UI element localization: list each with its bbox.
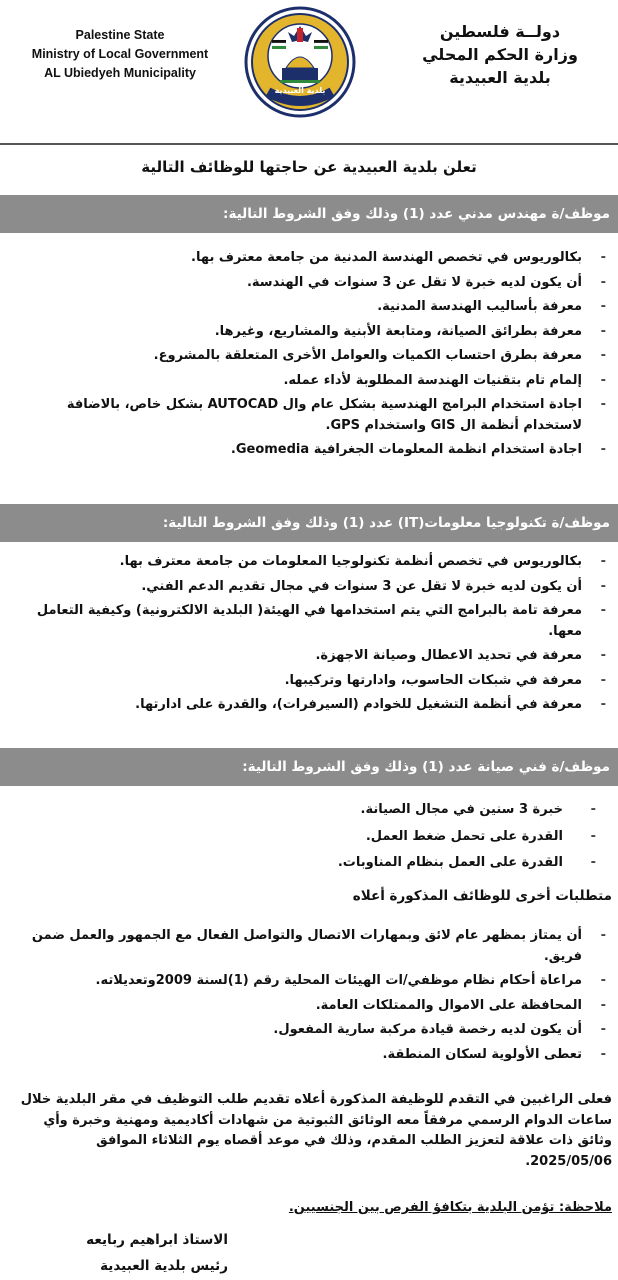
list-item: - القدرة على تحمل ضغط العمل. <box>365 828 596 844</box>
announcement-title: تعلن بلدية العبيدية عن حاجتها للوظائف التالية <box>141 158 477 176</box>
other-requirements-heading: متطلبات أخرى للوظائف المذكورة أعلاه <box>352 888 612 904</box>
list-item: - معرفة بأساليب الهندسة المدنية. <box>377 299 606 314</box>
list-item: - بكالوريوس في تخصص الهندسة المدنية من جامعة معترف بها. <box>191 250 606 265</box>
letterhead <box>0 0 618 140</box>
ar-ministry: وزارة الحكم المحلي <box>422 45 578 64</box>
list-item: - اجادة استخدام البرامج الهندسية بشكل عام وال AUTOCAD بشكل خاص، بالاضافة لاستخدام أنظمة ال GIS واستخدام GPS. <box>66 397 606 433</box>
other-requirements-list <box>0 926 618 1065</box>
list-item: - معرفة بطرائق الصيانة، ومتابعة الأبنية والمشاريع، وغيرها. <box>214 323 606 339</box>
arabic-letterhead <box>400 20 600 89</box>
signatory-title: رئيس بلدية العبيدية <box>100 1258 228 1274</box>
header-divider <box>0 143 618 145</box>
list-item: - تعطى الأولوية لسكان المنطقة. <box>382 1046 606 1062</box>
ar-municipality: بلدية العبيدية <box>449 68 551 87</box>
list-item: - المحافظة على الاموال والممتلكات العامة. <box>315 997 606 1013</box>
municipality-logo <box>244 6 356 118</box>
signatory-name: الاستاذ ابراهيم ربايعه <box>86 1232 228 1248</box>
en-municipality: AL Ubiedyeh Municipality <box>44 66 196 80</box>
ar-state: دولــة فلسطين <box>439 22 561 41</box>
application-instructions: فعلى الراغبين في التقدم للوظيفة المذكورة أعلاه تقديم طلب التوظيف في مقر البلدية خلال ساعات الدوام الرسمي مرفقاً معه الوثائق الثبوتية من شهادات أكاديمية ومهنية وخبرة وأي وثائق ذات علاقة لتعزيز الطلب المقدم، وذلك في موعد أقصاه يوم الثلاثاء الموافق 2025/05/06. <box>20 1092 612 1169</box>
section-heading-civil-engineer: موظف/ة مهندس مدني عدد (1) وذلك وفق الشروط التالية: <box>0 195 618 233</box>
list-item: - خبرة 3 سنين في مجال الصيانة. <box>360 802 596 817</box>
section-heading-it: موظف/ة تكنولوجيا معلومات(IT) عدد (1) وذلك وفق الشروط التالية: <box>0 504 618 542</box>
it-requirements <box>0 552 618 716</box>
list-item: - معرفة تامة بالبرامج التي يتم استخدامها في الهيئة( البلدية الالكترونية) وكيفية التعامل معها. <box>36 603 606 639</box>
list-item: - إلمام تام بتقنيات الهندسة المطلوبة لأداء عمله. <box>283 372 606 388</box>
logo-caption: بلدية العبيدية <box>274 86 326 95</box>
list-item: - القدرة على العمل بنظام المناوبات. <box>337 855 596 870</box>
list-item: - معرفة في شبكات الحاسوب، وادارتها وتركيبها. <box>284 672 606 688</box>
en-state: Palestine State <box>75 28 165 42</box>
list-item: - أن يكون لديه خبرة لا تقل عن 3 سنوات في الهندسة. <box>246 274 606 290</box>
maintenance-requirements <box>0 800 618 874</box>
list-item: - معرفة في أنظمة التشغيل للخوادم (السيرفرات)، والقدرة على ادارتها. <box>135 697 606 712</box>
english-letterhead <box>10 26 230 83</box>
civil-engineer-requirements <box>0 248 618 461</box>
list-item: - أن يكون لديه خبرة لا تقل عن 3 سنوات في مجال تقديم الدعم الفني. <box>141 578 606 594</box>
section-heading-maintenance: موظف/ة فني صيانة عدد (1) وذلك وفق الشروط التالية: <box>0 748 618 786</box>
list-item: - اجادة استخدام انظمة المعلومات الجغرافية Geomedia. <box>230 442 606 457</box>
en-ministry: Ministry of Local Government <box>31 47 209 61</box>
list-item: - معرفة بطرق احتساب الكميات والعوامل الأخرى المتعلقة بالمشروع. <box>153 348 606 363</box>
list-item: - أن يمتاز بمظهر عام لائق وبمهارات الاتصال والتواصل الفعال مع الجمهور والعمل ضمن فريق. <box>31 928 606 964</box>
list-item: - أن يكون لديه رخصة قيادة مركبة سارية المفعول. <box>273 1022 606 1037</box>
list-item: - معرفة في تحديد الاعطال وصيانة الاجهزة. <box>315 648 606 663</box>
list-item: - مراعاة أحكام نظام موظفي/ات الهيئات المحلية رقم (1)لسنة 2009وتعديلاته. <box>95 973 606 988</box>
equal-opportunity-note: ملاحظة: تؤمن البلدية بتكافؤ الفرص بين الجنسيين. <box>288 1200 612 1215</box>
list-item: - بكالوريوس في تخصص أنظمة تكنولوجيا المعلومات من جامعة معترف بها. <box>119 554 606 569</box>
